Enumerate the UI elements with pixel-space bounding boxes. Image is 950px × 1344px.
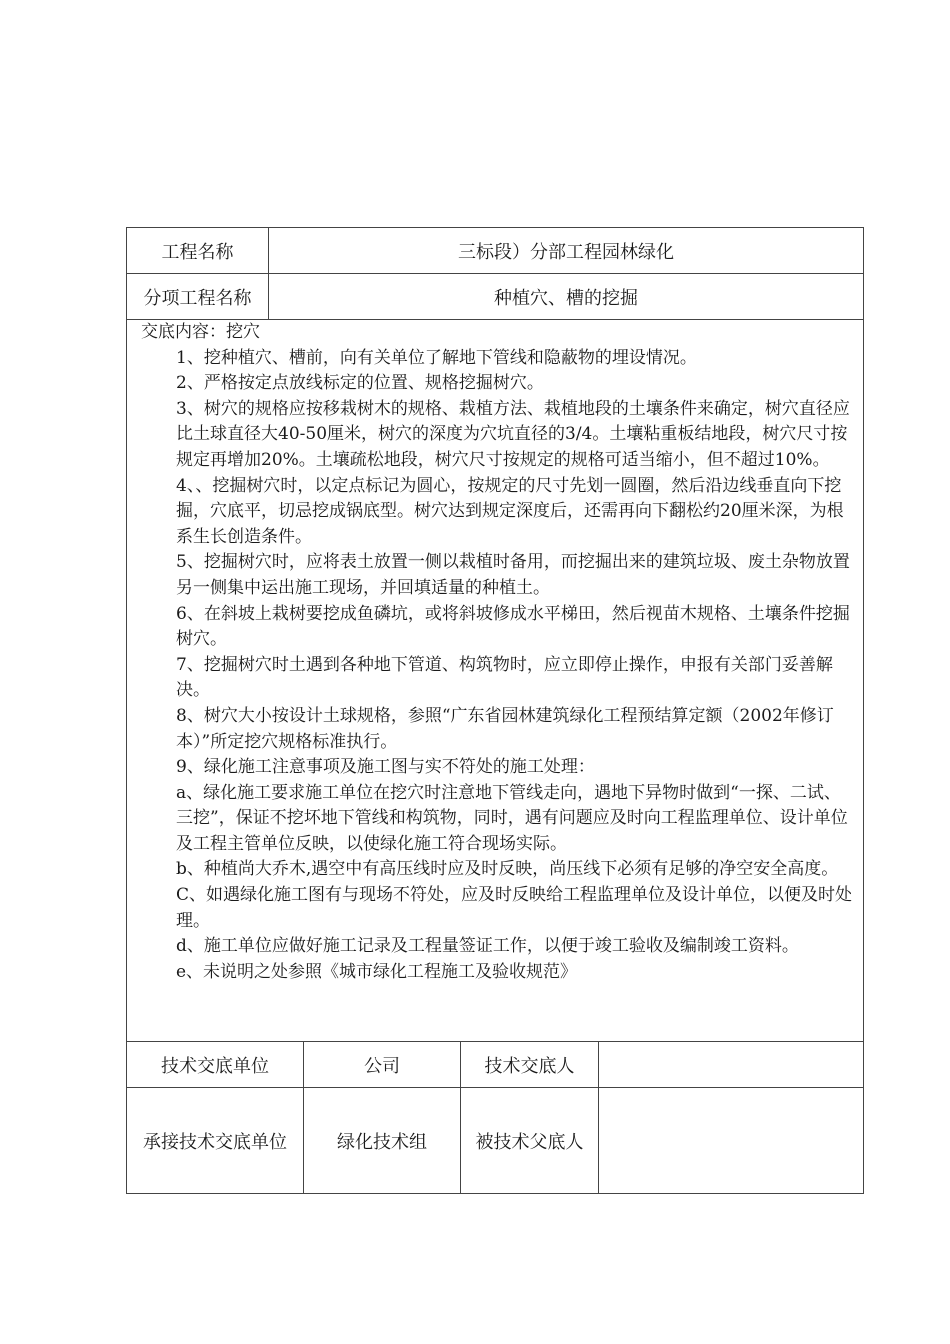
content-paragraph: 3、树穴的规格应按移栽树木的规格、栽植方法、栽植地段的土壤条件来确定，树穴直径应比土球直径大40-50厘米，树穴的深度为穴坑直径的3/4。土壤粘重板结地段，树穴尺寸按规定再增加20%。土壤疏松地段，树穴尺寸按规定的规格可适当缩小，但不超过10%。 xyxy=(176,398,850,470)
content-paragraph: C、如遇绿化施工图有与现场不符处，应及时反映给工程监理单位及设计单位，以便及时处理。 xyxy=(176,885,853,931)
content-title: 交底内容：挖穴 xyxy=(141,322,260,342)
project-name-label: 工程名称 xyxy=(127,228,269,273)
content-paragraph: e、未说明之处参照《城市绿化工程施工及验收规范》 xyxy=(176,961,578,982)
content-paragraph: 4、、挖掘树穴时，以定点标记为圆心，按规定的尺寸先划一圆圈，然后沿边线垂直向下挖掘，穴底平，切忌挖成锅底型。树穴达到规定深度后，还需再向下翻松约20厘米深，为根系生长创造条件。 xyxy=(176,475,844,547)
content-paragraph: 5、挖掘树穴时，应将表土放置一侧以栽植时备用，而挖掘出来的建筑垃圾、废土杂物放置另一侧集中运出施工现场，并回填适量的种植土。 xyxy=(176,552,850,598)
project-name-row xyxy=(127,228,863,274)
content-paragraph: 2、严格按定点放线标定的位置、规格挖掘树穴。 xyxy=(176,373,544,394)
sub-project-label: 分项工程名称 xyxy=(127,274,269,319)
content-paragraph: 9、绿化施工注意事项及施工图与实不符处的施工处理： xyxy=(176,757,595,778)
recv-person-label: 被技术父底人 xyxy=(461,1088,599,1193)
disclosure-table xyxy=(126,227,864,1194)
recv-unit-row xyxy=(127,1088,863,1193)
tech-unit-label: 技术交底单位 xyxy=(127,1042,304,1087)
content-paragraph: 7、挖掘树穴时土遇到各种地下管道、构筑物时，应立即停止操作，申报有关部门妥善解决。 xyxy=(176,654,833,701)
sub-project-row xyxy=(127,274,863,320)
tech-person-value xyxy=(599,1042,863,1087)
tech-unit-value: 公司 xyxy=(304,1042,461,1087)
project-name-value: 三标段）分部工程园林绿化 xyxy=(458,241,674,263)
recv-person-value xyxy=(599,1088,863,1193)
tech-unit-row xyxy=(127,1042,863,1088)
content-paragraph: 8、树穴大小按设计土球规格，参照“广东省园林建筑绿化工程预结算定额（2002年修订本）”所定挖穴规格标准执行。 xyxy=(176,705,834,752)
content-paragraph: d、施工单位应做好施工记录及工程量签证工作，以便于竣工验收及编制竣工资料。 xyxy=(176,936,799,957)
recv-unit-value: 绿化技术组 xyxy=(304,1088,461,1193)
tech-person-label: 技术交底人 xyxy=(461,1042,599,1087)
content-paragraph: 6、在斜坡上栽树要挖成鱼磷坑，或将斜坡修成水平梯田，然后视苗木规格、土壤条件挖掘树穴。 xyxy=(176,603,850,650)
content-paragraph: a、绿化施工要求施工单位在挖穴时注意地下管线走向，遇地下异物时做到“一探、二试、三挖”，保证不挖坏地下管线和构筑物，同时，遇有问题应及时向工程监理单位、设计单位及工程主管单位反映，以使绿化施工符合现场实际。 xyxy=(176,782,848,854)
disclosure-content xyxy=(127,320,863,1042)
recv-unit-label: 承接技术交底单位 xyxy=(127,1088,304,1193)
content-paragraph: b、种植尚大乔木,遇空中有高压线时应及时反映，尚压线下必须有足够的净空安全高度。 xyxy=(176,859,839,880)
sub-project-value: 种植穴、槽的挖掘 xyxy=(494,287,638,309)
content-paragraph: 1、挖种植穴、槽前，向有关单位了解地下管线和隐蔽物的埋设情况。 xyxy=(176,347,697,368)
